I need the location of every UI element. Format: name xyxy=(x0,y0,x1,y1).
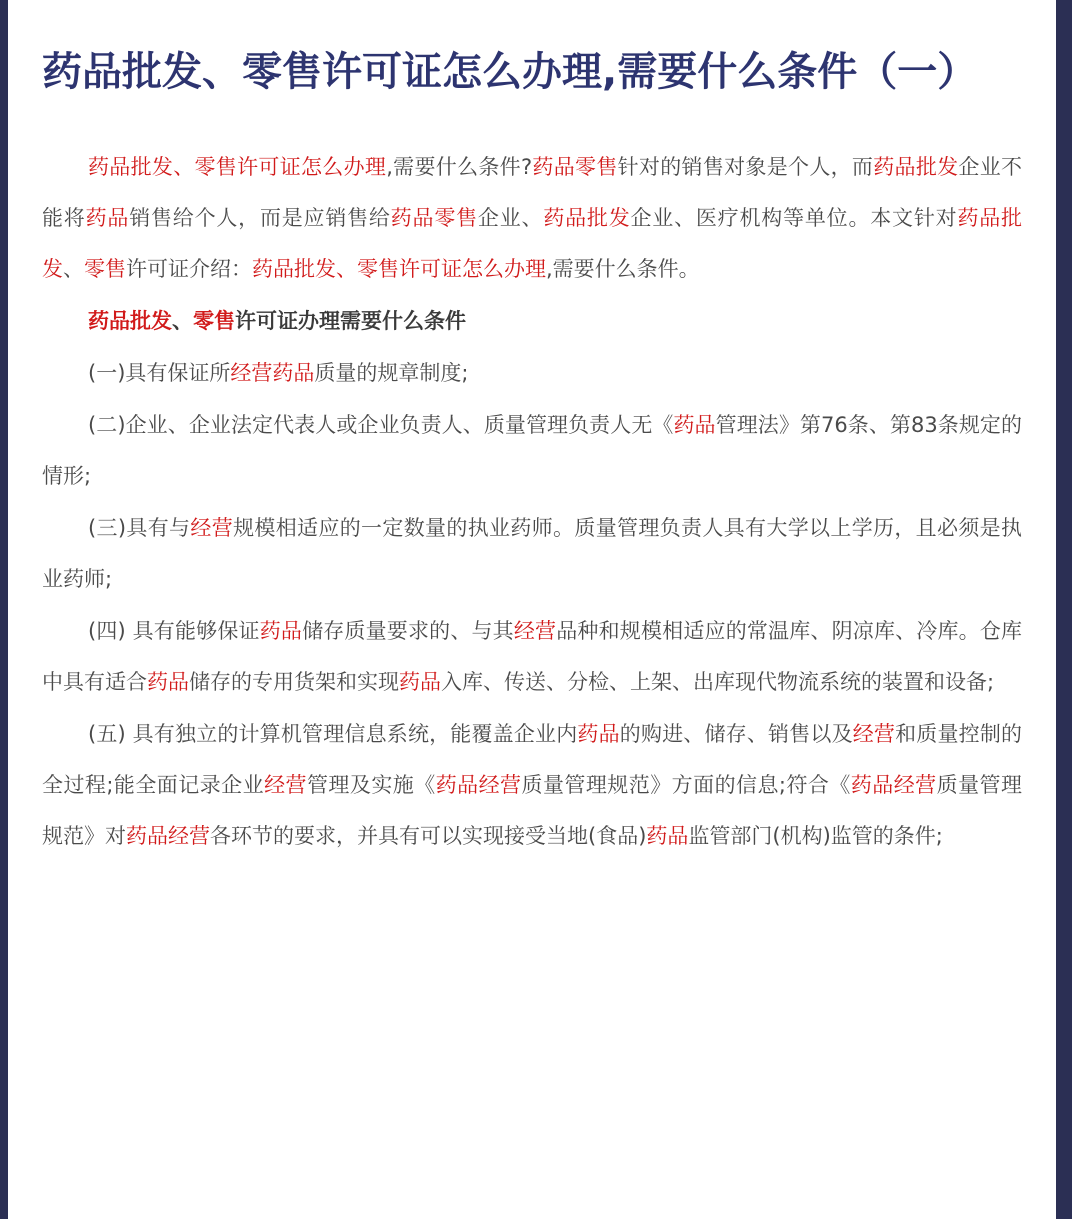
paragraph-text: 管理及实施《 xyxy=(306,773,436,797)
highlighted-keyword: 药品 xyxy=(259,619,303,643)
paragraph-text: (五) 具有独立的计算机管理信息系统，能覆盖企业内 xyxy=(88,722,578,746)
paragraph-text: 、 xyxy=(63,257,84,281)
body-paragraph xyxy=(42,606,1022,708)
right-frame-border xyxy=(1056,0,1072,1219)
body-paragraph xyxy=(42,503,1022,605)
paragraph-text: 企业、医疗机构等单位。本文针对 xyxy=(630,206,958,230)
highlighted-keyword: 药品 xyxy=(147,670,189,694)
paragraph-text: ,需要什么条件。 xyxy=(546,257,700,281)
highlighted-keyword: 药品 xyxy=(85,206,130,230)
paragraph-text: 、 xyxy=(172,309,193,333)
section-subheading xyxy=(42,296,1022,347)
body-paragraph xyxy=(42,348,1022,399)
paragraph-text: 企业不能将 xyxy=(42,155,1023,230)
highlighted-keyword: 药品零售 xyxy=(532,155,618,179)
highlighted-keyword: 药品 xyxy=(577,722,620,746)
paragraph-text: 各环节的要求，并具有可以实现接受当地(食品) xyxy=(210,824,647,848)
highlighted-keyword: 药品经营 xyxy=(850,773,937,797)
highlighted-keyword: 药品批发 xyxy=(42,206,1023,281)
paragraph-text: 企业、 xyxy=(477,206,544,230)
paragraph-text: 质量的规章制度; xyxy=(314,361,469,385)
article-body xyxy=(42,142,1022,863)
highlighted-keyword: 零售 xyxy=(193,309,235,333)
paragraph-text: 的购进、储存、销售以及 xyxy=(619,722,853,746)
paragraph-text: 质量管理规范》方面的信息;符合《 xyxy=(521,773,851,797)
paragraph-text: (四) 具有能够保证 xyxy=(88,619,260,643)
paragraph-text: 规模相适应的一定数量的执业药师。质量管理负责人具有大学以上学历，且必须是执业药师; xyxy=(42,516,1023,591)
paragraph-text: 监管部门(机构)监管的条件; xyxy=(688,824,943,848)
highlighted-keyword: 药品批发 xyxy=(88,309,172,333)
highlighted-keyword: 药品经营 xyxy=(126,824,210,848)
body-paragraph xyxy=(42,400,1022,502)
article-title: 药品批发、零售许可证怎么办理,需要什么条件（一） xyxy=(42,49,978,95)
paragraph-text: ,需要什么条件? xyxy=(386,155,533,179)
paragraph-text: 品种和规模相适应的常温库、阴凉库、冷库。仓库中具有适合 xyxy=(42,619,1023,694)
paragraph-text: 管理法》第76条、第83条规定的情形; xyxy=(42,413,1022,488)
paragraph-text: (二)企业、企业法定代表人或企业负责人、质量管理负责人无《 xyxy=(88,413,674,437)
highlighted-keyword: 药品批发 xyxy=(543,206,631,230)
left-frame-border xyxy=(0,0,8,1219)
highlighted-keyword: 药品批发、零售许可证怎么办理 xyxy=(88,155,387,179)
paragraph-text: (一)具有保证所 xyxy=(88,361,231,385)
body-paragraph xyxy=(42,142,1022,295)
highlighted-keyword: 药品经营 xyxy=(435,773,522,797)
paragraph-text: 入库、传送、分检、上架、出库现代物流系统的装置和设备; xyxy=(441,670,995,694)
highlighted-keyword: 经营 xyxy=(190,516,234,540)
paragraph-text: 许可证介绍： xyxy=(126,257,252,281)
paragraph-text: 储存质量要求的、与其 xyxy=(302,619,514,643)
paragraph-text: 储存的专用货架和实现 xyxy=(189,670,399,694)
highlighted-keyword: 药品 xyxy=(646,824,689,848)
highlighted-keyword: 药品批发、零售许可证怎么办理 xyxy=(252,257,546,281)
body-paragraph xyxy=(42,709,1022,862)
paragraph-text: 和质量控制的全过程;能全面记录企业 xyxy=(42,722,1023,797)
paragraph-text: (三)具有与 xyxy=(88,516,191,540)
highlighted-keyword: 药品批发 xyxy=(873,155,959,179)
highlighted-keyword: 经营药品 xyxy=(230,361,315,385)
paragraph-text: 许可证办理需要什么条件 xyxy=(235,309,466,333)
paragraph-text: 质量管理规范》对 xyxy=(42,773,1022,848)
article-page xyxy=(8,0,1056,1219)
highlighted-keyword: 零售 xyxy=(84,257,126,281)
paragraph-text: 销售给个人，而是应销售给 xyxy=(129,206,391,230)
highlighted-keyword: 药品 xyxy=(399,670,441,694)
paragraph-text: 针对的销售对象是个人，而 xyxy=(617,155,874,179)
highlighted-keyword: 药品零售 xyxy=(390,206,478,230)
highlighted-keyword: 经营 xyxy=(264,773,307,797)
highlighted-keyword: 经营 xyxy=(513,619,557,643)
highlighted-keyword: 药品 xyxy=(673,413,716,437)
highlighted-keyword: 经营 xyxy=(852,722,896,746)
